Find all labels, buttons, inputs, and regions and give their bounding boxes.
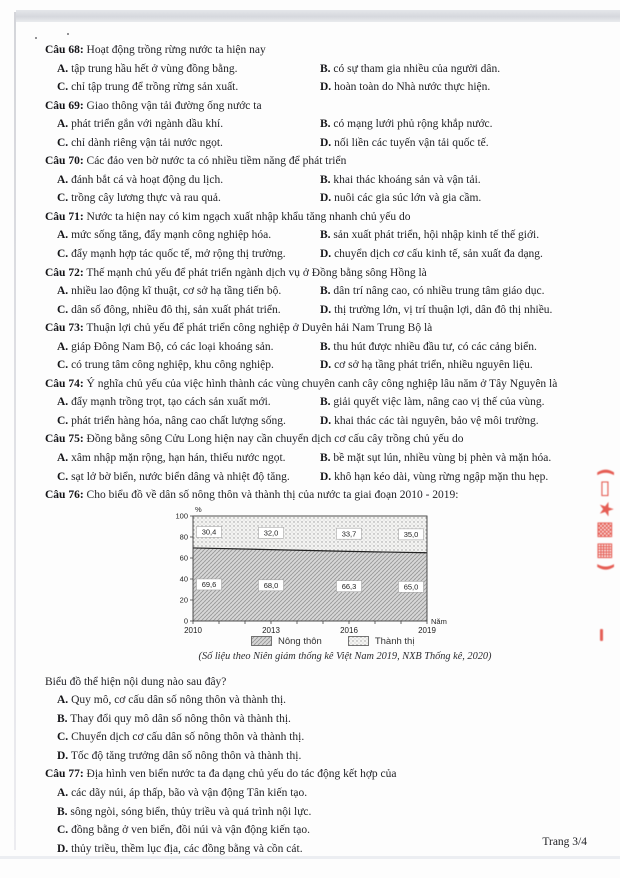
svg-text:100: 100 xyxy=(175,511,188,521)
option-d: D. chuyển dịch cơ cấu kinh tế, sản xuất đa dạng. xyxy=(320,248,543,261)
question-number: Câu 69: xyxy=(45,99,84,112)
svg-text:40: 40 xyxy=(179,574,188,584)
question-76 xyxy=(45,486,590,765)
question-70 xyxy=(45,152,590,208)
option-a: A. mức sống tăng, đẩy mạnh công nghiệp hóa. xyxy=(57,229,272,242)
question-stem: Cho biểu đồ về dân số nông thôn và thành thị của nước ta giai đoạn 2010 - 2019: xyxy=(86,489,459,502)
svg-text:0: 0 xyxy=(183,616,188,626)
option-c: C. có trung tâm công nghiệp, khu công nghiệp. xyxy=(57,359,274,372)
question-number: Câu 68: xyxy=(45,44,84,56)
question-77 xyxy=(45,765,590,858)
option-d: D. Tốc độ tăng trưởng dân số nông thôn và thành thị. xyxy=(57,749,302,762)
question-stem: Giao thông vận tải đường ống nước ta xyxy=(86,99,262,112)
question-68 xyxy=(45,41,590,97)
svg-text:20: 20 xyxy=(179,595,188,605)
option-c: C. dân số đông, nhiều đô thị, sản xuất phát triển. xyxy=(57,303,281,316)
scan-speck xyxy=(35,37,37,39)
chart-area-urban xyxy=(193,516,427,553)
svg-text:2010: 2010 xyxy=(184,625,202,635)
question-stem: Địa hình ven biển nước ta đa dạng chủ yếu do tác động kết hợp của xyxy=(86,768,397,781)
legend-label-rural: Nông thôn xyxy=(278,635,322,647)
chart-ylabel: % xyxy=(195,504,202,514)
question-number: Câu 73: xyxy=(45,322,84,335)
question-stem: Hoạt động trồng rừng nước ta hiện nay xyxy=(86,44,266,56)
option-c: C. đồng bằng ở ven biển, đồi núi và vận động kiến tạo. xyxy=(57,824,310,837)
exam-page-content xyxy=(45,41,590,858)
question-72 xyxy=(45,264,590,320)
option-c: C. phát triển hàng hóa, nâng cao chất lượng sống. xyxy=(57,414,286,427)
scan-speck xyxy=(67,33,69,35)
option-d: D. thủy triều, thềm lục địa, các đồng bằng và cồn cát. xyxy=(57,842,303,855)
option-b: B. khai thác khoáng sản và vận tải. xyxy=(320,173,481,186)
option-b: B. sản xuất phát triển, hội nhập kinh tế thế giới. xyxy=(320,229,540,242)
option-c: C. chỉ tập trung để trồng rừng sản xuất. xyxy=(57,81,239,94)
chart-data-label: 68,0 xyxy=(263,580,279,590)
option-c: C. chỉ dành riêng vận tải nước ngọt. xyxy=(57,136,223,149)
population-area-chart xyxy=(153,505,493,635)
question-stem: Đồng bằng sông Cửu Long hiện nay cần chuyển dịch cơ cấu cây trồng chủ yếu do xyxy=(86,433,464,446)
option-b: B. có sự tham gia nhiều của người dân. xyxy=(320,62,501,75)
chart-area-rural xyxy=(193,548,427,621)
question-74 xyxy=(45,375,590,431)
option-c: C. đẩy mạnh hợp tác quốc tế, mở rộng thị trường. xyxy=(57,248,286,261)
question-75 xyxy=(45,430,590,486)
question-number: Câu 77: xyxy=(45,768,84,781)
chart-source-caption: (Số liệu theo Niên giám thống kê Việt Nam 2019, NXB Thống kê, 2020) xyxy=(198,650,492,662)
scan-edge-top xyxy=(16,10,620,22)
option-c: C. trồng cây lương thực và rau quả. xyxy=(57,192,221,205)
question-number: Câu 74: xyxy=(45,377,84,390)
stamp-dash xyxy=(600,629,603,641)
option-b: B. sông ngòi, sóng biển, thủy triều và quá trình nội lực. xyxy=(57,805,312,818)
option-a: A. phát triển gắn với ngành dầu khí. xyxy=(57,118,224,131)
option-c: C. sạt lở bờ biển, nước biển dâng và nhiệt độ tăng. xyxy=(57,470,290,483)
question-number: Câu 75: xyxy=(45,433,84,446)
question-stem: Thế mạnh chủ yếu để phát triển ngành dịch vụ ở Đồng bằng sông Hồng là xyxy=(86,266,427,279)
legend-swatch-urban xyxy=(348,636,369,646)
option-b: B. dân trí nâng cao, có nhiều trung tâm giáo dục. xyxy=(320,285,545,298)
svg-text:2019: 2019 xyxy=(418,625,436,635)
question-number: Câu 76: xyxy=(45,489,84,502)
option-a: A. giáp Đông Nam Bộ, có các loại khoáng sản. xyxy=(57,340,274,353)
question-stem: Nước ta hiện nay có kim ngạch xuất nhập khẩu tăng nhanh chủ yếu do xyxy=(86,210,411,223)
chart-data-label: 30,4 xyxy=(201,527,217,537)
chart-data-label: 69,6 xyxy=(201,579,217,589)
sub-question: Biểu đồ thể hiện nội dung nào sau đây? xyxy=(45,675,227,688)
chart-data-label: 65,0 xyxy=(403,582,419,592)
question-73 xyxy=(45,319,590,375)
question-number: Câu 70: xyxy=(45,155,84,168)
option-a: A. Quy mô, cơ cấu dân số nông thôn và thành thị. xyxy=(57,694,287,707)
chart-xlabel: Năm xyxy=(431,616,447,626)
option-b: B. có mạng lưới phủ rộng khắp nước. xyxy=(320,118,493,131)
option-a: A. đẩy mạnh trồng trọt, tạo cách sản xuất mới. xyxy=(57,396,271,409)
svg-text:60: 60 xyxy=(179,553,188,563)
question-number: Câu 71: xyxy=(45,210,84,223)
question-number: Câu 72: xyxy=(45,266,84,279)
question-stem: Các đảo ven bờ nước ta có nhiều tiềm năng để phát triển xyxy=(86,155,347,168)
question-stem: Ý nghĩa chủ yếu của việc hình thành các vùng chuyên canh cây công nghiệp lâu năm ở Tây Nguyên là xyxy=(86,377,558,390)
question-71 xyxy=(45,208,590,264)
page-number: Trang 3/4 xyxy=(542,836,587,848)
chart-data-label: 66,3 xyxy=(341,581,357,591)
svg-text:2016: 2016 xyxy=(340,625,358,635)
chart-data-label: 32,0 xyxy=(263,528,279,538)
stamp-glyphs: (▭★▩▦) xyxy=(595,468,617,575)
chart-data-label: 33,7 xyxy=(341,529,357,539)
option-a: A. xâm nhập mặn rộng, hạn hán, thiếu nước ngọt. xyxy=(57,452,286,465)
option-d: D. thị trường lớn, vị trí thuận lợi, dân đô thị nhiều. xyxy=(320,303,553,316)
option-d: D. cơ sở hạ tầng phát triển, nhiều nguyên liệu. xyxy=(320,359,533,372)
option-a: A. tập trung hầu hết ở vùng đồng bằng. xyxy=(57,62,238,75)
option-b: B. giải quyết việc làm, nâng cao vị thế của vùng. xyxy=(320,396,545,409)
svg-text:80: 80 xyxy=(179,532,188,542)
scan-fold-left xyxy=(14,12,16,850)
option-d: D. khô hạn kéo dài, vùng rừng ngập mặn thu hẹp. xyxy=(320,470,549,483)
option-d: D. hoàn toàn do Nhà nước thực hiện. xyxy=(320,81,491,94)
red-official-stamp xyxy=(590,466,620,661)
option-d: D. khai thác các tài nguyên, bảo vệ môi trường. xyxy=(320,414,539,427)
legend-label-urban: Thành thị xyxy=(374,635,415,647)
question-69 xyxy=(45,97,590,153)
chart-legend xyxy=(251,635,590,648)
option-b: B. bề mặt sụt lún, nhiều vùng bị phèn và mặn hóa. xyxy=(320,452,552,465)
option-b: B. thu hút được nhiều đầu tư, có các cảng biển. xyxy=(320,340,537,353)
option-a: A. đánh bắt cá và hoạt động du lịch. xyxy=(57,173,224,186)
question-stem: Thuận lợi chủ yếu để phát triển công nghiệp ở Duyên hải Nam Trung Bộ là xyxy=(86,322,433,335)
option-b: B. Thay đổi quy mô dân số nông thôn và thành thị. xyxy=(57,712,291,725)
option-c: C. Chuyển dịch cơ cấu dân số nông thôn và thành thị. xyxy=(57,731,305,744)
legend-swatch-rural xyxy=(251,636,272,646)
option-a: A. các dãy núi, áp thấp, bão và vận động Tân kiến tạo. xyxy=(57,786,308,799)
option-a: A. nhiều lao động kĩ thuật, cơ sở hạ tầng tiến bộ. xyxy=(57,285,282,298)
option-d: D. nuôi các gia súc lớn và gia cầm. xyxy=(320,192,482,205)
population-area-chart-figure xyxy=(45,505,590,673)
option-d: D. nối liền các tuyến vận tải quốc tế. xyxy=(320,136,489,149)
chart-data-label: 35,0 xyxy=(403,529,419,539)
svg-text:2013: 2013 xyxy=(262,625,280,635)
